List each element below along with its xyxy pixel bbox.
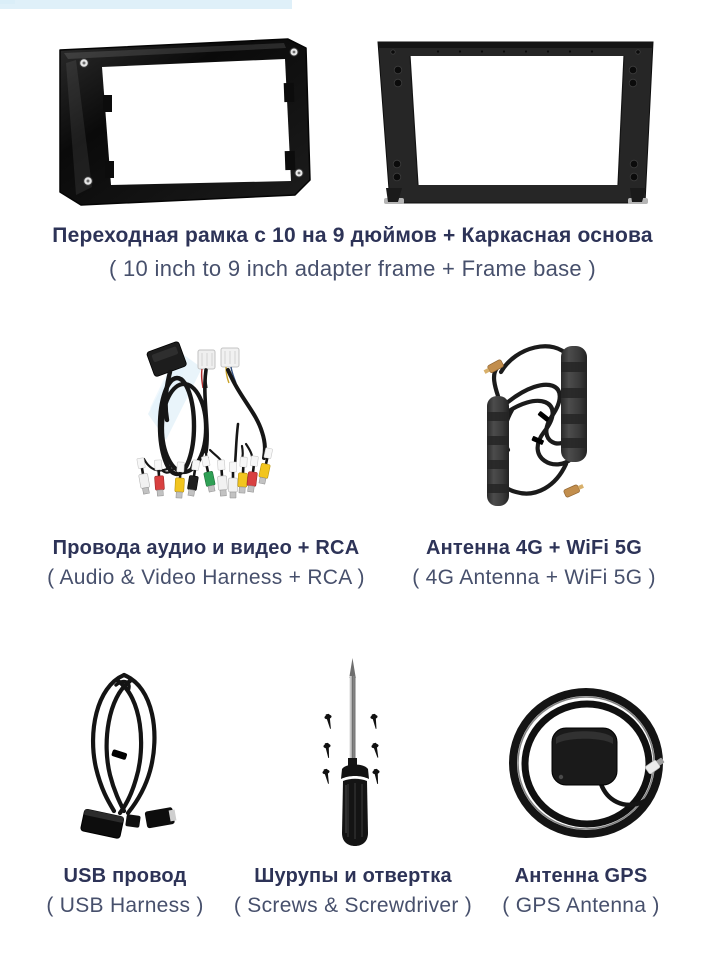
caption-screws <box>233 864 473 918</box>
usb-plug <box>80 809 124 839</box>
caption-gps-antenna-en: ( GPS Antenna ) <box>502 894 660 917</box>
caption-adapter-frame-en: ( 10 inch to 9 inch adapter frame + Frame base ) <box>108 256 597 281</box>
caption-av-harness <box>22 536 390 590</box>
caption-usb-harness <box>25 864 225 918</box>
usb-plug <box>144 807 176 829</box>
sma-connector <box>563 482 585 497</box>
caption-antenna-4g-en: ( 4G Antenna + WiFi 5G ) <box>412 566 656 589</box>
watermark-stripe <box>0 0 292 9</box>
molex-connectors <box>198 348 239 369</box>
gps-antenna-photo <box>503 678 668 843</box>
av-harness-photo <box>122 328 312 528</box>
gps-puck <box>552 728 617 785</box>
caption-gps-antenna-ru: Антенна GPS <box>514 865 648 887</box>
caption-gps-antenna <box>481 864 681 918</box>
caption-adapter-frame <box>0 224 705 281</box>
usb-cable <box>93 675 154 813</box>
screws-screwdriver-photo <box>310 655 400 850</box>
caption-usb-harness-en: ( USB Harness ) <box>46 894 204 917</box>
antenna-4g-photo <box>468 332 598 512</box>
caption-screws-ru: Шурупы и отвертка <box>254 865 452 887</box>
frame-base-photo <box>372 38 660 206</box>
caption-av-harness-en: ( Audio & Video Harness + RCA ) <box>47 566 365 589</box>
usb-harness-photo <box>68 663 188 858</box>
caption-av-harness-ru: Провода аудио и видео + RCA <box>52 537 360 559</box>
caption-antenna-4g-ru: Антенна 4G + WiFi 5G <box>425 537 643 559</box>
caption-adapter-frame-ru: Переходная рамка с 10 на 9 дюймов + Каркасная основа <box>52 224 653 247</box>
caption-usb-harness-ru: USB провод <box>63 865 187 887</box>
caption-screws-en: ( Screws & Screwdriver ) <box>233 894 473 917</box>
caption-antenna-4g <box>400 536 668 590</box>
screwdriver <box>341 658 369 846</box>
rca-plugs <box>136 447 274 498</box>
adapter-frame-photo <box>44 35 324 207</box>
